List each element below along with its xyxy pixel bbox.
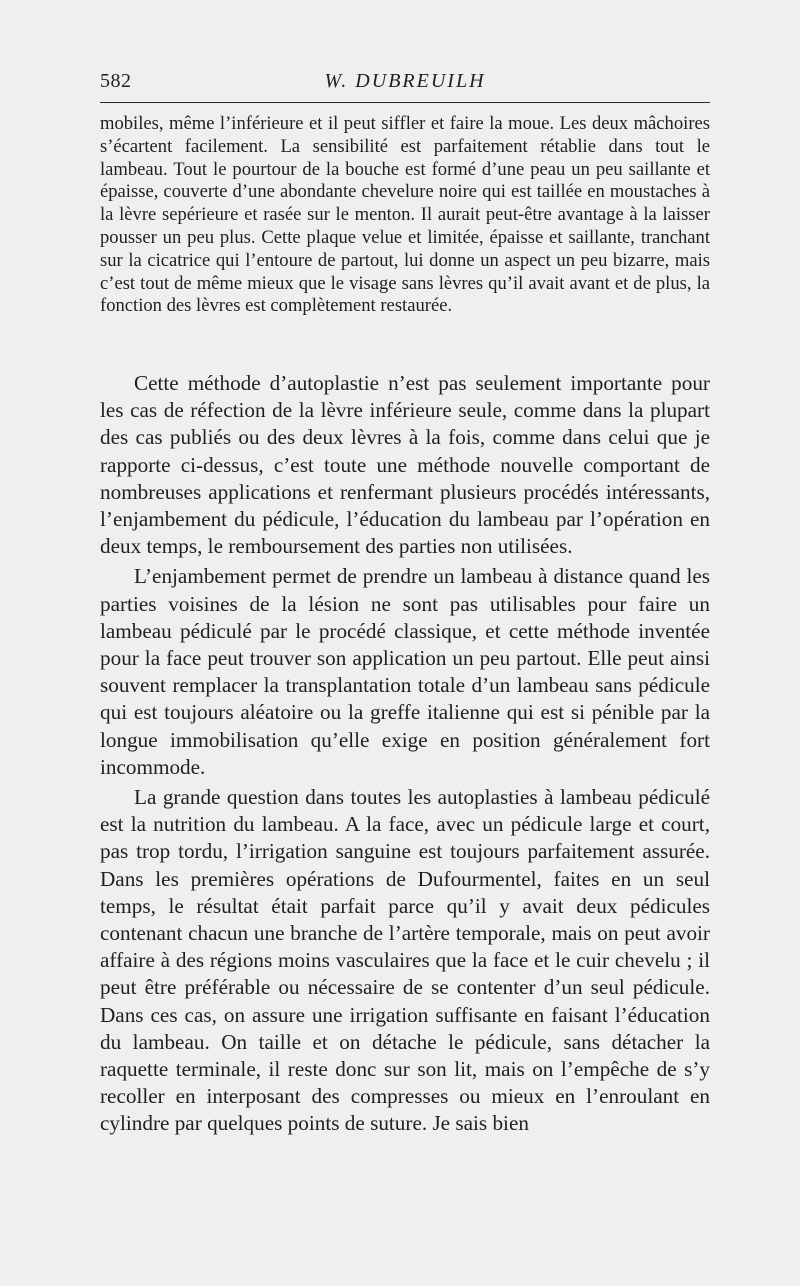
paragraph: Cette méthode d’autoplastie n’est pas seulement importante pour les cas de réfection de la lèvre inférieure seule, comme dans la plupart des cas publiés ou des deux lèvres à la fois, comme dans celui que je rapporte ci-dessus, c’est toute une méthode nouvelle comportant de nombreuses applications et renfermant plusieurs procédés intéressants, l’enjambement du pédicule, l’éducation du lambeau par l’opération en deux temps, le remboursement des parties non utilisées. — [100, 371, 710, 559]
case-report-text — [100, 113, 710, 318]
header-rule — [100, 102, 710, 103]
paragraph: mobiles, même l’inférieure et il peut siffler et faire la moue. Les deux mâchoires s’écartent facilement. La sensibilité est parfaitement rétablie dans tout le lambeau. Tout le pourtour de la bouche est formé d’une peau un peu saillante et épaisse, couverte d’une abondante chevelure noire qui est taillée en moustaches à la lèvre sepérieure et rasée sur le menton. Il aurait peut-être avantage à la laisser pousser un peu plus. Cette plaque velue et limitée, épaisse et saillante, tranchant sur la cicatrice qui l’entoure de partout, lui donne un aspect un peu bizarre, mais c’est tout de même mieux que le visage sans lèvres qu’il avait avant et de plus, la fonction des lèvres est complètement restaurée. — [100, 113, 710, 317]
page-number: 582 — [100, 70, 132, 92]
paragraph: L’enjambement permet de prendre un lambeau à distance quand les parties voisines de la lésion ne sont pas utilisables pour faire un lambeau pédiculé par le procédé classique, et cette méthode inventée pour la face peut trouver son application un peu partout. Elle peut ainsi souvent remplacer la transplantation totale d’un lambeau sans pédicule qui est toujours aléatoire ou la greffe italienne qui est si pénible par la longue immobilisation qu’elle exige en position généralement fort incommode. — [100, 564, 710, 779]
paragraph: La grande question dans toutes les autoplasties à lambeau pédiculé est la nutrition du lambeau. A la face, avec un pédicule large et court, pas trop tordu, l’irrigation sanguine est toujours parfaitement assurée. Dans les premières opérations de Dufourmentel, faites en un seul temps, le résultat était parfait parce qu’il y avait deux pédicules contenant chacun une branche de l’artère temporale, mais on peut avoir affaire à des régions moins vasculaires que la face et le cuir chevelu ; il peut être préférable ou nécessaire de se contenter d’un seul pédicule. Dans ces cas, on assure une irrigation suffisante en faisant l’éducation du lambeau. On taille et on détache le pédicule, sans détacher la raquette terminale, il reste donc sur son lit, mais on l’empêche de s’y recoller en interposant des compresses ou mieux en l’enroulant en cylindre par quelques points de suture. Je sais bien — [100, 785, 710, 1136]
body-text — [100, 370, 710, 1141]
page-header — [100, 70, 710, 96]
running-head: W. DUBREUILH — [324, 70, 486, 92]
